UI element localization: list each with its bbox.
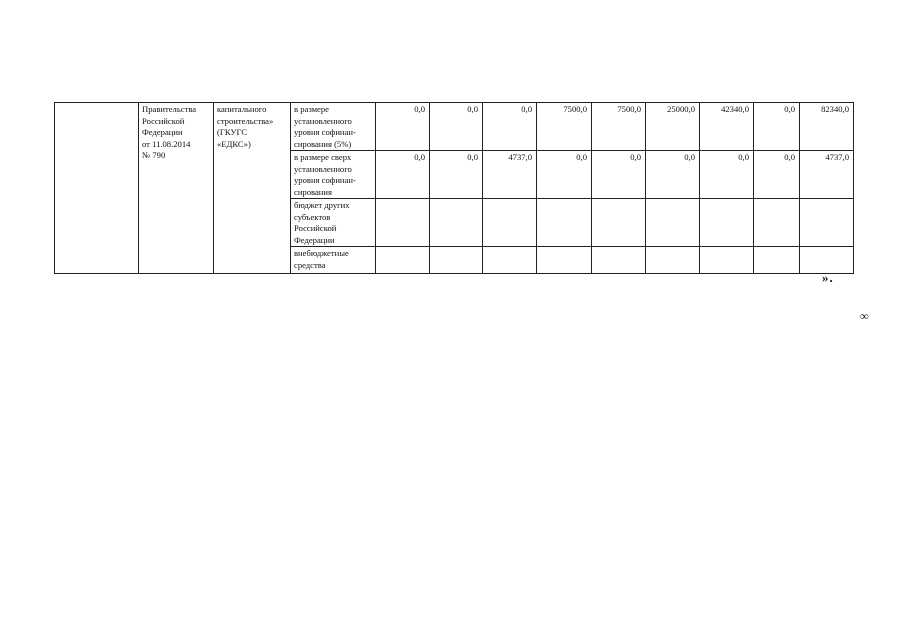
- value-cell: [483, 247, 537, 274]
- value-cell: [376, 199, 430, 247]
- value-cell: [592, 247, 646, 274]
- value-cell: [376, 247, 430, 274]
- value-cell: 42340,0: [700, 103, 754, 151]
- value-cell: 7500,0: [592, 103, 646, 151]
- value-cell: 0,0: [646, 151, 700, 199]
- empty-first-column-cell: [55, 103, 139, 274]
- table-row: [55, 103, 854, 151]
- value-cell: 7500,0: [537, 103, 592, 151]
- value-cell: [646, 247, 700, 274]
- value-cell: [754, 247, 800, 274]
- value-cell: 0,0: [592, 151, 646, 199]
- value-cell: 0,0: [700, 151, 754, 199]
- value-cell: [592, 199, 646, 247]
- value-cell: [537, 199, 592, 247]
- funding-table: [54, 102, 854, 274]
- funding-source-cell: в размере сверх установленного уровня софинан- сирования: [291, 151, 376, 199]
- program-name-cell: капитального строительства» (ГКУГС «ЕДКС»): [214, 103, 291, 274]
- value-cell: [754, 199, 800, 247]
- value-cell: [483, 199, 537, 247]
- value-cell: 0,0: [537, 151, 592, 199]
- total-value-cell: 82340,0: [800, 103, 854, 151]
- regulation-reference-cell: Правительства Российской Федерации от 11.08.2014 № 790: [139, 103, 214, 274]
- value-cell: [430, 199, 483, 247]
- value-cell: 0,0: [430, 103, 483, 151]
- value-cell: 0,0: [376, 103, 430, 151]
- value-cell: [430, 247, 483, 274]
- value-cell: [537, 247, 592, 274]
- value-cell: 0,0: [754, 151, 800, 199]
- value-cell: 25000,0: [646, 103, 700, 151]
- value-cell: [646, 199, 700, 247]
- total-value-cell: 4737,0: [800, 151, 854, 199]
- total-value-cell: [800, 199, 854, 247]
- value-cell: 0,0: [483, 103, 537, 151]
- value-cell: [700, 199, 754, 247]
- value-cell: [700, 247, 754, 274]
- funding-source-cell: бюджет других субъектов Российской Федерации: [291, 199, 376, 247]
- funding-source-cell: в размере установленного уровня софинан- сирования (5%): [291, 103, 376, 151]
- closing-quote-mark: ».: [822, 270, 834, 285]
- value-cell: 0,0: [376, 151, 430, 199]
- funding-source-cell: внебюджетные средства: [291, 247, 376, 274]
- page-number: ∞: [860, 309, 869, 323]
- value-cell: 4737,0: [483, 151, 537, 199]
- value-cell: 0,0: [430, 151, 483, 199]
- value-cell: 0,0: [754, 103, 800, 151]
